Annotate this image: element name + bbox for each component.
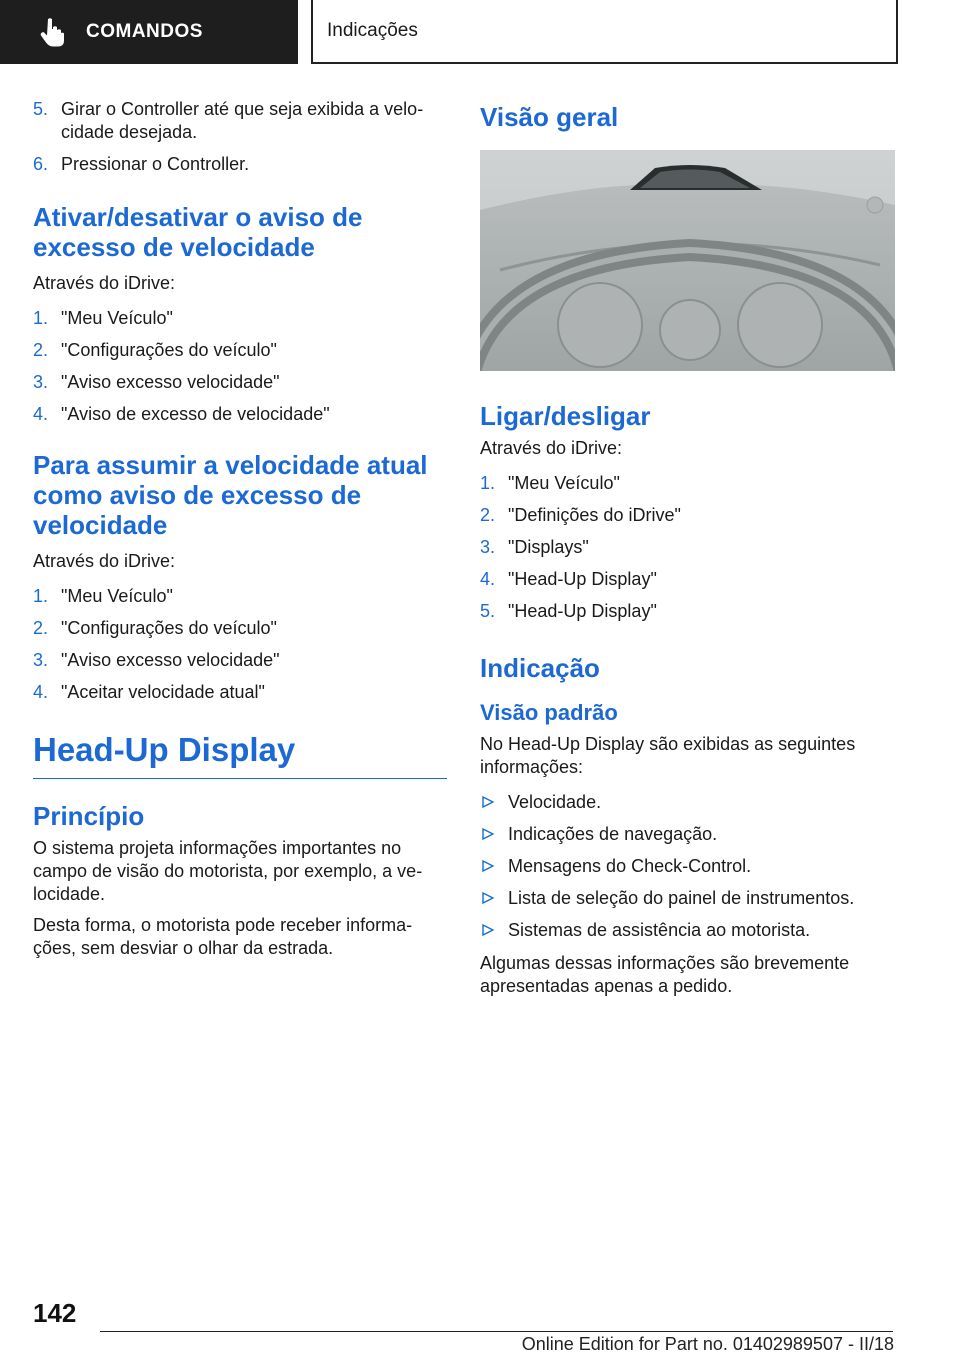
intro-text: Através do iDrive:	[480, 438, 623, 458]
list-item: 1. "Meu Veículo"	[33, 308, 173, 328]
dashboard-illustration	[480, 150, 895, 371]
list-item: 2. "Configurações do veículo"	[33, 618, 277, 638]
section-title: Indicação	[480, 653, 600, 683]
list-item: Velocidade.	[480, 791, 894, 814]
list-item: 1. "Meu Veículo"	[33, 586, 173, 606]
list-item: 2. "Definições do iDrive"	[480, 505, 681, 525]
list-item: 6. Pressionar o Controller.	[33, 154, 250, 174]
triangle-bullet-icon	[482, 860, 494, 872]
section-title: Princípio	[33, 801, 145, 831]
list-item: Lista de seleção do painel de instrumentos.	[480, 887, 894, 910]
hand-pointer-icon	[40, 17, 66, 47]
intro-text: Através do iDrive:	[33, 551, 176, 571]
list-item: 4. "Aviso de excesso de velocidade"	[33, 404, 330, 424]
section-tab	[0, 0, 298, 64]
list-item: Sistemas de assistência ao motorista.	[480, 919, 894, 942]
list-item: Indicações de navegação.	[480, 823, 894, 846]
footer-divider	[100, 1331, 893, 1332]
section-title: Ligar/desligar	[480, 401, 651, 431]
chapter-heading	[33, 728, 447, 779]
list-item: 1. "Meu Veículo"	[480, 473, 620, 493]
section-title: Para assumir a velocidade atual como aviso de excesso de velocidade	[33, 450, 428, 540]
triangle-bullet-icon	[482, 828, 494, 840]
right-column	[480, 98, 894, 1006]
list-item: 5. "Head-Up Display"	[480, 601, 657, 621]
steps-list	[33, 307, 447, 426]
paragraph: Algumas dessas informações são brevemente apresentadas apenas a pedido.	[480, 953, 850, 996]
left-column	[33, 98, 447, 968]
steps-list	[480, 472, 894, 623]
chapter-title: Head-Up Display	[33, 731, 296, 768]
list-item: Mensagens do Check-Control.	[480, 855, 894, 878]
topic-header	[311, 0, 898, 64]
subsection-title: Visão padrão	[480, 700, 618, 725]
section-title: Visão geral	[480, 102, 619, 132]
dashboard-hud-illustration	[480, 150, 895, 371]
list-item: 5. Girar o Controller até que seja exibida a velo‐cidade desejada.	[33, 99, 424, 142]
bullet-list	[480, 791, 894, 942]
section-label: COMANDOS	[86, 21, 203, 42]
steps-list	[33, 585, 447, 704]
triangle-bullet-icon	[482, 796, 494, 808]
paragraph: O sistema projeta informações importantes no campo de visão do motorista, por exemplo, a ve‐locidade.	[33, 838, 423, 904]
topic-title: Indicações	[327, 20, 418, 41]
list-item: 3. "Displays"	[480, 537, 589, 557]
list-item: 4. "Head-Up Display"	[480, 569, 657, 589]
intro-text: No Head-Up Display são exibidas as seguintes informações:	[480, 734, 856, 777]
triangle-bullet-icon	[482, 892, 494, 904]
triangle-bullet-icon	[482, 924, 494, 936]
edition-note: Online Edition for Part no. 01402989507 - II/18	[521, 1334, 894, 1354]
list-item: 4. "Aceitar velocidade atual"	[33, 682, 265, 702]
page-number: 142	[33, 1298, 77, 1328]
list-item: 2. "Configurações do veículo"	[33, 340, 277, 360]
paragraph: Desta forma, o motorista pode receber informa‐ções, sem desviar o olhar da estrada.	[33, 915, 413, 958]
list-item: 3. "Aviso excesso velocidade"	[33, 650, 280, 670]
section-title: Ativar/desativar o aviso de excesso de velocidade	[33, 202, 363, 262]
steps-top	[33, 98, 447, 176]
intro-text: Através do iDrive:	[33, 273, 176, 293]
list-item: 3. "Aviso excesso velocidade"	[33, 372, 280, 392]
